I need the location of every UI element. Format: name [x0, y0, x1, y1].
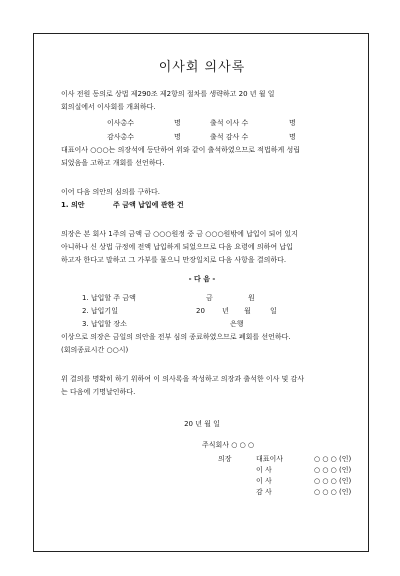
directors-total-label: 이사총수: [107, 119, 135, 127]
intro-line-1: 이사 전원 동의로 상법 제290조 제2항의 절차를 생략하고 20 년 월 일: [61, 90, 275, 98]
signer-3-name: ○ ○ ○ (인): [314, 477, 352, 485]
signer-2-name: ○ ○ ○ (인): [314, 466, 352, 474]
auditors-total-unit: 명: [174, 133, 181, 141]
item-3-value-1: 은행: [230, 320, 244, 328]
signer-4-role: 감 사: [256, 488, 272, 496]
body-line-1: 의장은 본 회사 1주의 금액 금 ○○○원정 중 금 ○○○원밖에 납입이 되어 있지: [61, 230, 298, 238]
item-1-value-1: 금: [206, 294, 213, 302]
certify-line-2: 는 다음에 기명날인하다.: [61, 388, 136, 396]
closing-line-1: 이상으로 의장은 금일의 의안을 전부 심의 종료하였으므로 폐회를 선언하다.: [61, 333, 291, 341]
signer-1-name: ○ ○ ○ (인): [314, 455, 352, 463]
agenda-item: 주 금액 납입에 관한 건: [113, 201, 184, 209]
auditors-present-unit: 명: [289, 133, 296, 141]
signer-4-name: ○ ○ ○ (인): [314, 488, 352, 496]
closing-line-2: (회의종료시간 ○○시): [61, 346, 129, 354]
signer-3-role: 이 사: [256, 477, 272, 485]
notice-heading: - 다 음 -: [188, 275, 216, 283]
minutes-page: [33, 33, 369, 552]
directors-present-unit: 명: [289, 119, 296, 127]
agenda-number: 1. 의안: [61, 201, 85, 209]
directors-total-unit: 명: [174, 119, 181, 127]
item-2-value-2: 년: [222, 307, 229, 315]
company-name: 주식회사 ○ ○ ○: [202, 441, 255, 449]
auditors-total-label: 감사총수: [107, 133, 135, 141]
body-line-3: 하고자 한다고 말하고 그 가부를 물으니 만장일치로 다음 사항을 결의하다.: [61, 256, 287, 264]
chair-prefix: 의장: [218, 455, 232, 463]
item-1-label: 1. 납입할 주 금액: [82, 294, 136, 302]
attendance-note-2: 되었음을 고하고 개회를 선언하다.: [61, 159, 165, 167]
directors-present-label: 출석 이사 수: [210, 119, 249, 127]
signing-date: 20 년 월 일: [184, 420, 220, 428]
agenda-intro: 이어 다음 의안의 심의를 구하다.: [61, 188, 161, 196]
auditors-present-label: 출석 감사 수: [210, 133, 249, 141]
item-2-label: 2. 납입기일: [82, 307, 118, 315]
item-1-value-2: 원: [248, 294, 255, 302]
item-2-value-1: 20: [196, 307, 205, 315]
item-2-value-3: 월: [244, 307, 251, 315]
signer-2-role: 이 사: [256, 466, 272, 474]
attendance-note-1: 대표이사 ○○○는 의장석에 등단하여 위와 같이 출석하였으므로 적법하게 성립: [61, 146, 300, 154]
document-title: 이사회 의사록: [158, 60, 246, 75]
intro-line-2: 회의실에서 이사회를 개최하다.: [61, 103, 156, 111]
signer-1-role: 대표이사: [256, 455, 284, 463]
item-2-value-4: 일: [270, 307, 277, 315]
item-3-label: 3. 납입할 장소: [82, 320, 127, 328]
certify-line-1: 위 결의를 명확히 하기 위하여 이 의사록을 작성하고 의장과 출석한 이사 및 감사: [61, 375, 305, 383]
body-line-2: 아니하나 신 상법 규정에 전액 납입하게 되었으므로 다음 요령에 의하여 납입: [61, 243, 293, 251]
